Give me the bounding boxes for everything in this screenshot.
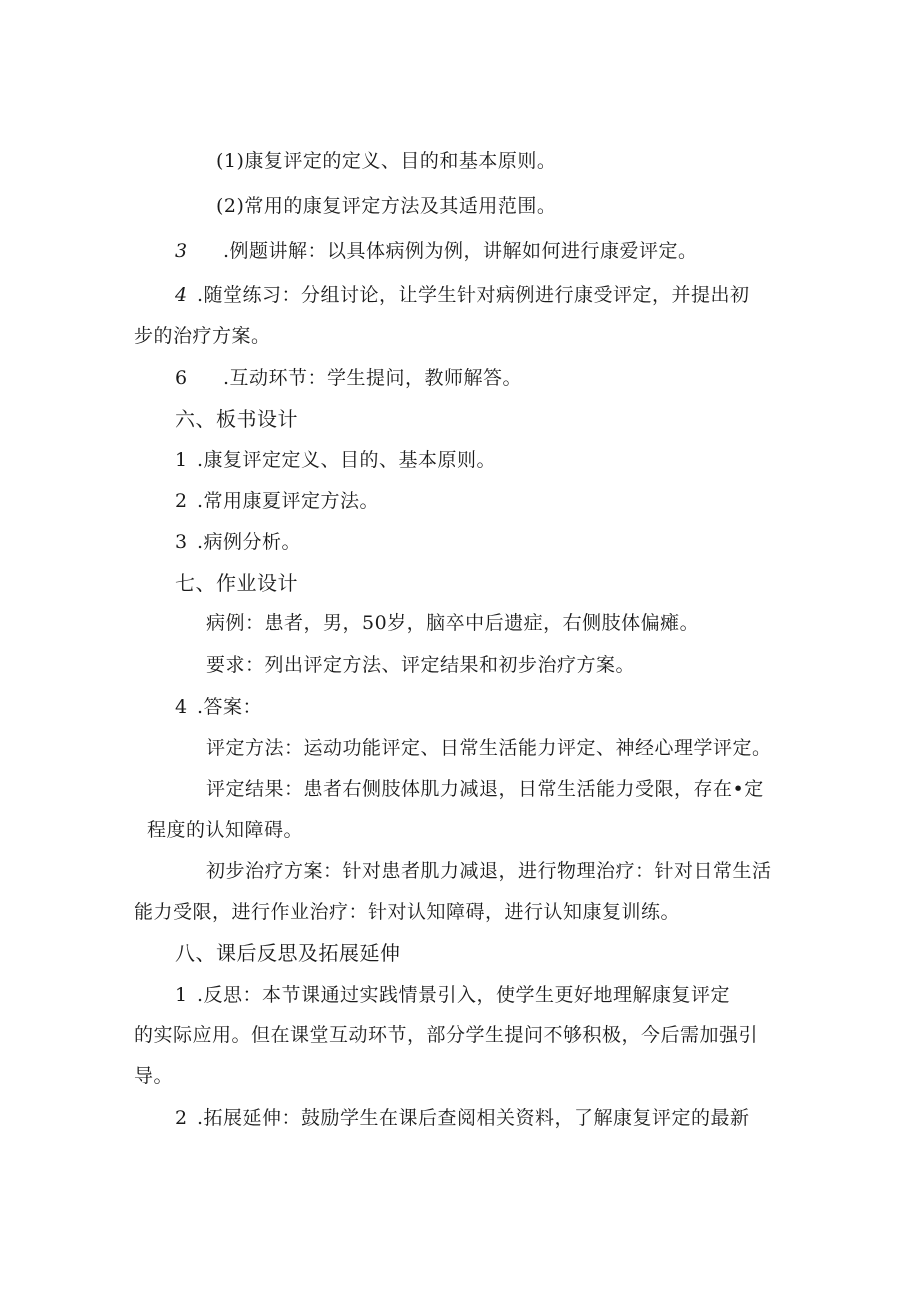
step-example-lecture (175, 238, 698, 264)
answer-treatment-plan-continued (134, 899, 680, 925)
answer-treatment-plan (206, 858, 772, 884)
line-text: .答案： (197, 696, 263, 718)
line-text: .康复评定定义、目的、基本原则。 (197, 449, 497, 471)
answer-results-continued (147, 817, 303, 843)
line-text: 评定方法：运动功能评定、日常生活能力评定、神经心理学评定。 (206, 737, 772, 759)
answer-label (175, 694, 262, 720)
homework-requirement (206, 652, 635, 678)
reflection-item-continued-2 (134, 1063, 173, 1089)
board-item-2 (175, 488, 379, 514)
line-text: 程度的认知障碍。 (147, 819, 304, 841)
item-number: 2 (175, 1107, 188, 1129)
extension-item (175, 1105, 750, 1131)
line-text: 能力受限，进行作业治疗：针对认知障碍，进行认知康复训练。 (134, 901, 681, 923)
homework-case (206, 610, 699, 636)
line-text: .互动环节：学生提问，教师解答。 (223, 367, 523, 389)
list-item-methods (216, 193, 556, 219)
step-number: 3 (175, 240, 188, 262)
section-heading-board-design (175, 406, 298, 432)
line-text: 导。 (134, 1065, 174, 1087)
line-text: 病例：患者，男，50岁，脑卒中后遗症，右侧肢体偏瘫。 (206, 612, 700, 634)
reflection-item (175, 982, 730, 1008)
line-text: .病例分析。 (197, 531, 302, 553)
answer-methods (206, 735, 772, 761)
item-number: 1 (175, 984, 188, 1006)
board-item-3 (175, 529, 301, 555)
section-heading-homework (175, 570, 298, 596)
list-item-definition (216, 148, 556, 174)
item-number: 4 (175, 696, 188, 718)
step-practice (175, 282, 750, 308)
reflection-item-continued (134, 1022, 758, 1048)
board-item-1 (175, 447, 496, 473)
line-text: 要求：列出评定方法、评定结果和初步治疗方案。 (206, 654, 636, 676)
heading-text: 六、板书设计 (175, 407, 298, 431)
line-text: .例题讲解：以具体病例为例，讲解如何进行康爱评定。 (223, 240, 698, 262)
step-number: 6 (175, 367, 188, 389)
line-text: .随堂练习：分组讨论，让学生针对病例进行康受评定，并提出初 (197, 284, 750, 306)
item-number: 1 (175, 449, 188, 471)
line-text: (1)康复评定的定义、目的和基本原则。 (216, 150, 557, 172)
line-text: 评定结果：患者右侧肢体肌力减退，日常生活能力受限，存在•定 (206, 778, 764, 800)
line-text: (2)常用的康复评定方法及其适用范围。 (216, 195, 557, 217)
step-interaction (175, 365, 522, 391)
line-text: 步的治疗方案。 (134, 325, 271, 347)
line-text: 初步治疗方案：针对患者肌力减退，进行物理治疗：针对日常生活 (206, 860, 772, 882)
step-number: 4 (175, 284, 188, 306)
section-heading-reflection (175, 940, 401, 966)
heading-text: 八、课后反思及拓展延伸 (175, 941, 401, 965)
item-number: 2 (175, 490, 188, 512)
step-practice-continued (134, 323, 271, 349)
line-text: 的实际应用。但在课堂互动环节，部分学生提问不够积极，今后需加强引 (134, 1024, 759, 1046)
item-number: 3 (175, 531, 188, 553)
line-text: .反思：本节课通过实践情景引入，使学生更好地理解康复评定 (197, 984, 731, 1006)
answer-results (206, 776, 764, 802)
line-text: .常用康夏评定方法。 (197, 490, 380, 512)
line-text: .拓展延伸：鼓励学生在课后查阅相关资料，了解康复评定的最新 (197, 1107, 750, 1129)
heading-text: 七、作业设计 (175, 571, 298, 595)
